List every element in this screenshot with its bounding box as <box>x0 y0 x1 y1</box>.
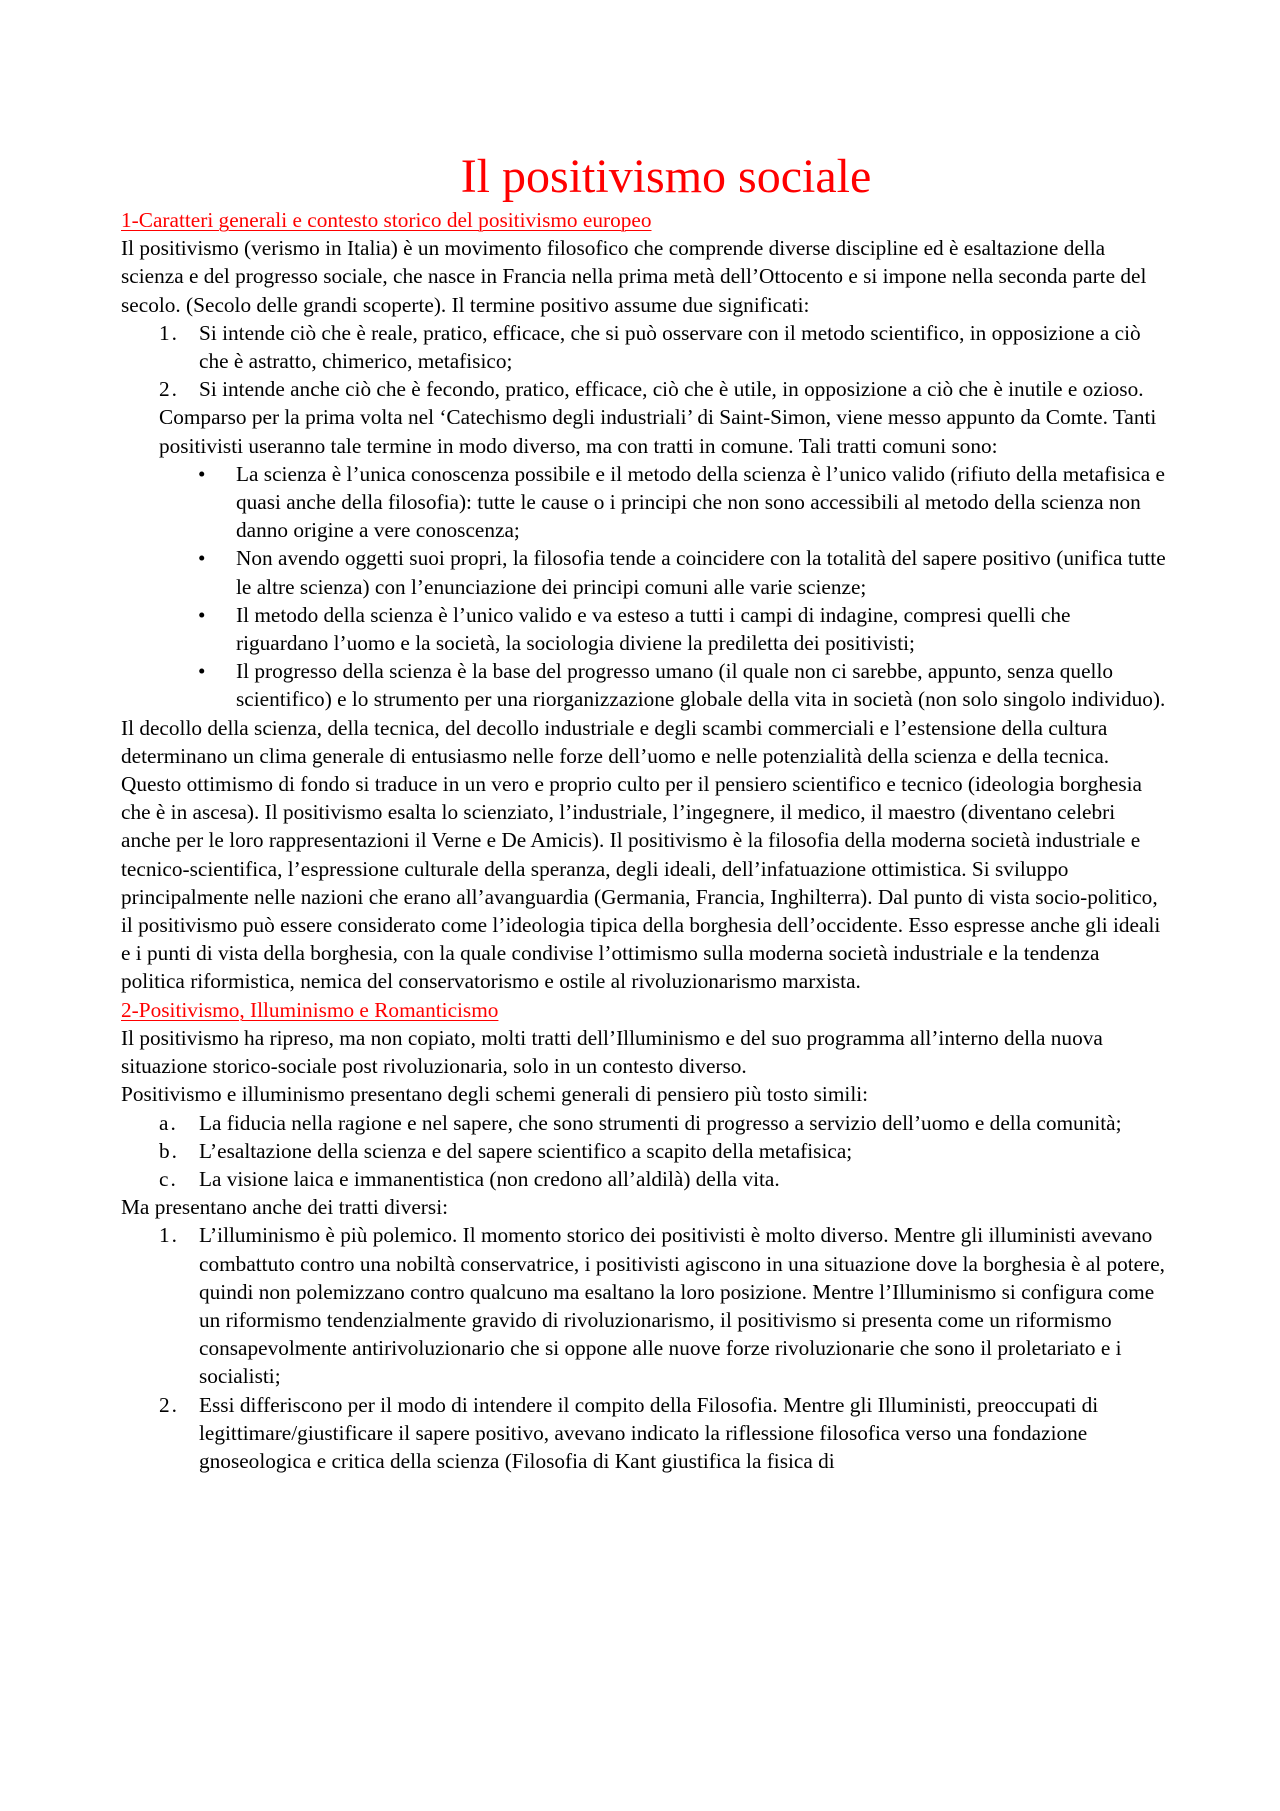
list-item <box>121 544 1166 600</box>
section-1-closing: Il decollo della scienza, della tecnica, del decollo industriale e degli scambi commerciali e l’estensione della cultura determinano un clima generale di entusiasmo nelle forze dell’uomo e nelle potenzialità della scienza e della tecnica. Questo ottimismo di fondo si traduce in un vero e proprio culto per il pensiero scientifico e tecnico (ideologia borghesia che è in ascesa). Il positivismo esalta lo scienziato, l’industriale, l’ingegnere, il medico, il maestro (diventano celebri anche per le loro rappresentazioni il Verne e De Amicis). Il positivismo è la filosofia della moderna società industriale e tecnico-scientifica, l’espressione culturale della speranza, degli ideali, dell’infatuazione ottimistica. Si sviluppo principalmente nelle nazioni che erano all’avanguardia (Germania, Francia, Inghilterra). Dal punto di vista socio-politico, il positivismo può essere considerato come l’ideologia tipica della borghesia dell’occidente. Esso espresse anche gli ideali e i punti di vista della borghesia, con la quale condivise l’ottimismo sulla moderna società industriale e la tendenza politica riformistica, nemica del conservatorismo e ostile al rivoluzionarismo marxista. <box>121 715 1161 994</box>
list-item <box>121 1109 1166 1137</box>
comte-paragraph: Comparso per la prima volta nel ‘Catechismo degli industriali’ di Saint-Simon, viene messo appunto da Comte. Tanti positivisti useranno tale termine in modo diverso, ma con tratti in comune. Tali tratti comuni sono: <box>159 405 1157 458</box>
similarities-list <box>121 1109 1166 1194</box>
section-1-heading: 1-Caratteri generali e contesto storico del positivismo europeo <box>121 208 652 232</box>
list-item <box>121 460 1166 545</box>
positive-meanings-list <box>121 319 1166 404</box>
list-item-text: La scienza è l’unica conoscenza possibile e il metodo della scienza è l’unico valido (rifiuto della metafisica e quasi anche della filosofia): tutte le cause o i principi che non sono accessibili al metodo della scienza non danno origine a vere conoscenza; <box>236 461 1165 543</box>
list-item-text: Si intende ciò che è reale, pratico, efficace, che si può osservare con il metodo scientifico, in opposizione a ciò che è astratto, chimerico, metafisico; <box>199 320 1141 374</box>
list-item <box>121 601 1166 657</box>
section-1-intro: Il positivismo (verismo in Italia) è un movimento filosofico che comprende diverse discipline ed è esaltazione della scienza e del progresso sociale, che nasce in Francia nella prima metà dell’Ottocento e si impone nella seconda parte del secolo. (Secolo delle grandi scoperte). Il termine positivo assume due significati: <box>121 236 1147 317</box>
list-item <box>121 375 1166 403</box>
list-marker: 1. <box>159 320 179 345</box>
list-marker: 2. <box>159 377 179 402</box>
list-item-text: Il metodo della scienza è l’unico valido e va esteso a tutti i campi di indagine, compresi quelli che riguardano l’uomo e la società, la sociologia diviene la prediletta dei positivisti; <box>236 602 1071 656</box>
list-item-text: L’esaltazione della scienza e del sapere scientifico a scapito della metafisica; <box>199 1138 853 1163</box>
common-traits-list <box>121 460 1166 714</box>
bullet-marker: • <box>198 461 206 486</box>
list-marker: 2. <box>159 1392 179 1417</box>
section-2-intro: Il positivismo ha ripreso, ma non copiato, molti tratti dell’Illuminismo e del suo programma all’interno della nuova situazione storico-sociale post rivoluzionaria, solo in un contesto diverso. <box>121 1025 1103 1079</box>
differences-list <box>121 1221 1166 1475</box>
list-marker: 1. <box>159 1223 179 1248</box>
list-marker: c. <box>159 1166 178 1191</box>
list-item <box>121 1137 1166 1165</box>
list-item-text: Il progresso della scienza è la base del progresso umano (il quale non ci sarebbe, appunto, senza quello scientifico) e lo strumento per una riorganizzazione globale della vita in società (non solo singolo individuo). <box>236 659 1166 712</box>
list-item-text: La visione laica e immanentistica (non credono all’aldilà) della vita. <box>199 1166 780 1191</box>
differences-intro: Ma presentano anche dei tratti diversi: <box>121 1195 449 1220</box>
list-marker: b. <box>159 1138 179 1163</box>
bullet-marker: • <box>198 659 206 684</box>
list-item-text: Essi differiscono per il modo di intendere il compito della Filosofia. Mentre gli Illuministi, preoccupati di legittimare/giustificare il sapere positivo, avevano indicato la riflessione filosofica verso una fondazione gnoseologica e critica della scienza (Filosofia di Kant giustifica la fisica di <box>199 1392 1099 1473</box>
list-item <box>121 1165 1166 1193</box>
section-2-heading: 2-Positivismo, Illuminismo e Romanticismo <box>121 997 499 1022</box>
list-item <box>121 1221 1166 1390</box>
list-item-text: L’illuminismo è più polemico. Il momento storico dei positivisti è molto diverso. Mentre gli illuministi avevano combattuto contro una nobiltà conservatrice, i positivisti agiscono in una situazione dove la borghesia è al potere, quindi non polemizzano contro qualcuno ma esaltano la loro posizione. Mentre l’Illuminismo si configura come un riformismo tendenzialmente gravido di rivoluzionarismo, il positivismo si presenta come un riformismo consapevolmente antirivoluzionario che si oppone alle nuove forze rivoluzionarie che sono il proletariato e i socialisti; <box>199 1223 1165 1389</box>
document-title: Il positivismo sociale <box>460 150 872 203</box>
list-marker: a. <box>159 1110 178 1135</box>
document-page <box>121 0 1166 1475</box>
similarities-intro: Positivismo e illuminismo presentano degli schemi generali di pensiero più tosto simili: <box>121 1082 869 1107</box>
list-item-text: La fiducia nella ragione e nel sapere, che sono strumenti di progresso a servizio dell’uomo e della comunità; <box>199 1110 1122 1135</box>
bullet-marker: • <box>198 546 206 571</box>
list-item <box>121 1391 1166 1476</box>
list-item-text: Non avendo oggetti suoi propri, la filosofia tende a coincidere con la totalità del sapere positivo (unifica tutte le altre scienza) con l’enunciazione dei principi comuni alle varie scienze; <box>236 546 1166 599</box>
list-item <box>121 657 1166 713</box>
list-item <box>121 319 1166 375</box>
bullet-marker: • <box>198 602 206 627</box>
list-item-text: Si intende anche ciò che è fecondo, pratico, efficace, ciò che è utile, in opposizione a ciò che è inutile e ozioso. <box>199 377 1144 402</box>
